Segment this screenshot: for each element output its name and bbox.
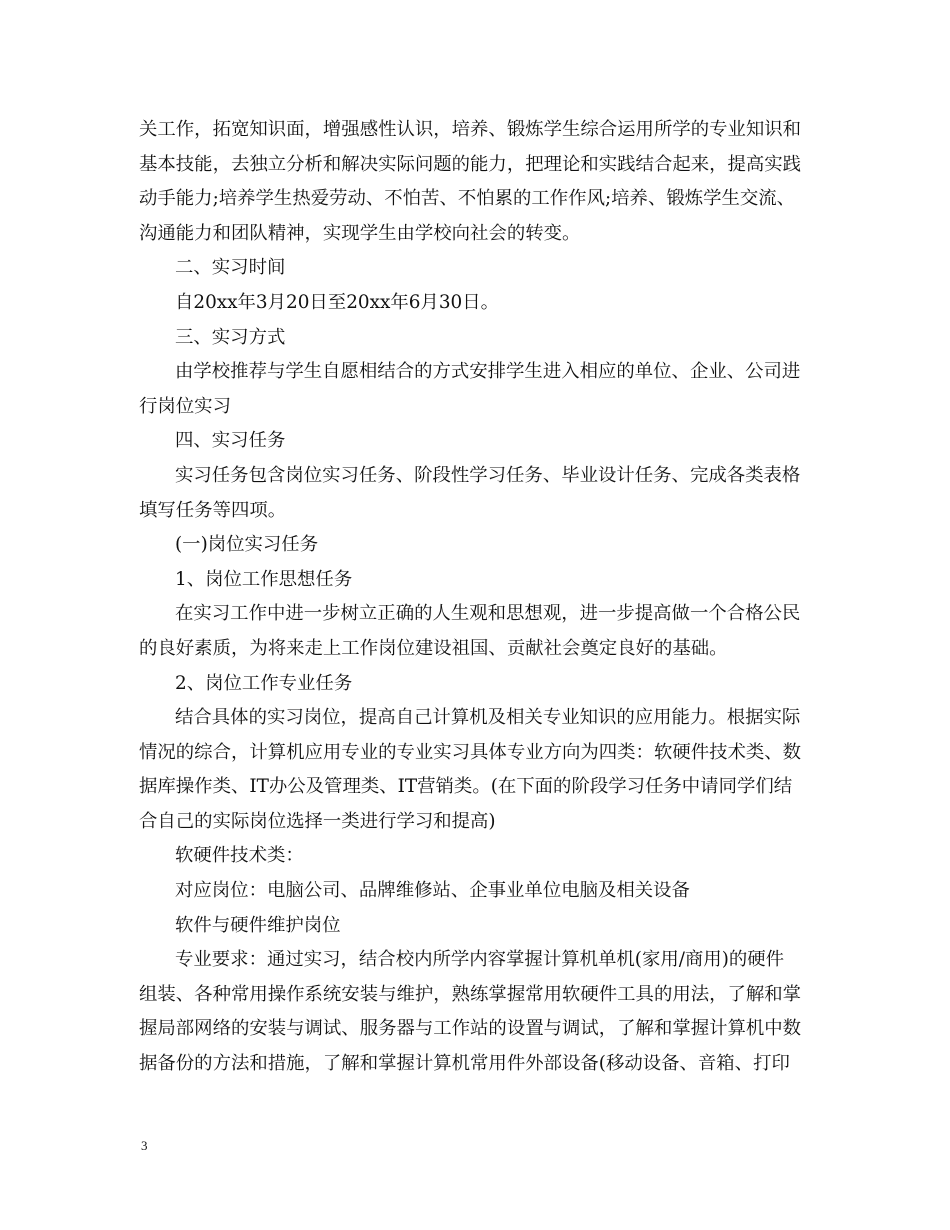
text-line: 在实习工作中进一步树立正确的人生观和思想观，进一步提高做一个合格公民: [175, 603, 801, 625]
page-number: 3: [141, 1138, 148, 1153]
text-line: 实习任务包含岗位实习任务、阶段性学习任务、毕业设计任务、完成各类表格: [175, 464, 801, 486]
subsection-heading: 1、岗位工作思想任务: [175, 568, 353, 590]
text-line: 行岗位实习: [139, 395, 231, 417]
section-heading: 四、实习任务: [175, 430, 286, 452]
text-line: 软硬件技术类：: [175, 845, 304, 867]
text-line: 情况的综合，计算机应用专业的专业实习具体专业方向为四类：软硬件技术类、数: [139, 741, 802, 763]
text-line: 结合具体的实习岗位，提高自己计算机及相关专业知识的应用能力。根据实际: [175, 707, 801, 729]
text-line: 动手能力;培养学生热爱劳动、不怕苦、不怕累的工作作风;培养、锻炼学生交流、: [139, 188, 796, 210]
text-line: 对应岗位：电脑公司、品牌维修站、企事业单位电脑及相关设备: [175, 880, 690, 902]
subsection-heading: 2、岗位工作专业任务: [175, 672, 353, 694]
text-line: 握局部网络的安装与调试、服务器与工作站的设置与调试，了解和掌握计算机中数: [139, 1018, 802, 1040]
text-line: 合自己的实际岗位选择一类进行学习和提高): [139, 810, 496, 832]
text-line: 据备份的方法和措施，了解和掌握计算机常用件外部设备(移动设备、音箱、打印: [139, 1053, 790, 1075]
section-heading: 三、实习方式: [175, 326, 286, 348]
text-line: 沟通能力和团队精神，实现学生由学校向社会的转变。: [139, 222, 581, 244]
text-line: 基本技能，去独立分析和解决实际问题的能力，把理论和实践结合起来，提高实践: [139, 153, 802, 175]
text-line: 据库操作类、IT办公及管理类、IT营销类。(在下面的阶段学习任务中请同学们结: [139, 776, 793, 798]
subsection-heading: (一)岗位实习任务: [175, 534, 319, 556]
text-line: 软件与硬件维护岗位: [175, 914, 341, 936]
text-line: 组装、各种常用操作系统安装与维护，熟练掌握常用软硬件工具的用法，了解和掌: [139, 983, 802, 1005]
text-line: 专业要求：通过实习，结合校内所学内容掌握计算机单机(家用/商用)的硬件: [175, 949, 785, 971]
text-line: 关工作，拓宽知识面，增强感性认识，培养、锻炼学生综合运用所学的专业知识和: [139, 119, 802, 140]
text-line: 由学校推荐与学生自愿相结合的方式安排学生进入相应的单位、企业、公司进: [175, 361, 801, 383]
document-body: [139, 113, 811, 1082]
text-line: 自20xx年3月20日至20xx年6月30日。: [175, 291, 500, 313]
text-line: 的良好素质，为将来走上工作岗位建设祖国、贡献社会奠定良好的基础。: [139, 637, 728, 659]
text-line: 填写任务等四项。: [139, 499, 287, 521]
section-heading: 二、实习时间: [175, 257, 286, 279]
